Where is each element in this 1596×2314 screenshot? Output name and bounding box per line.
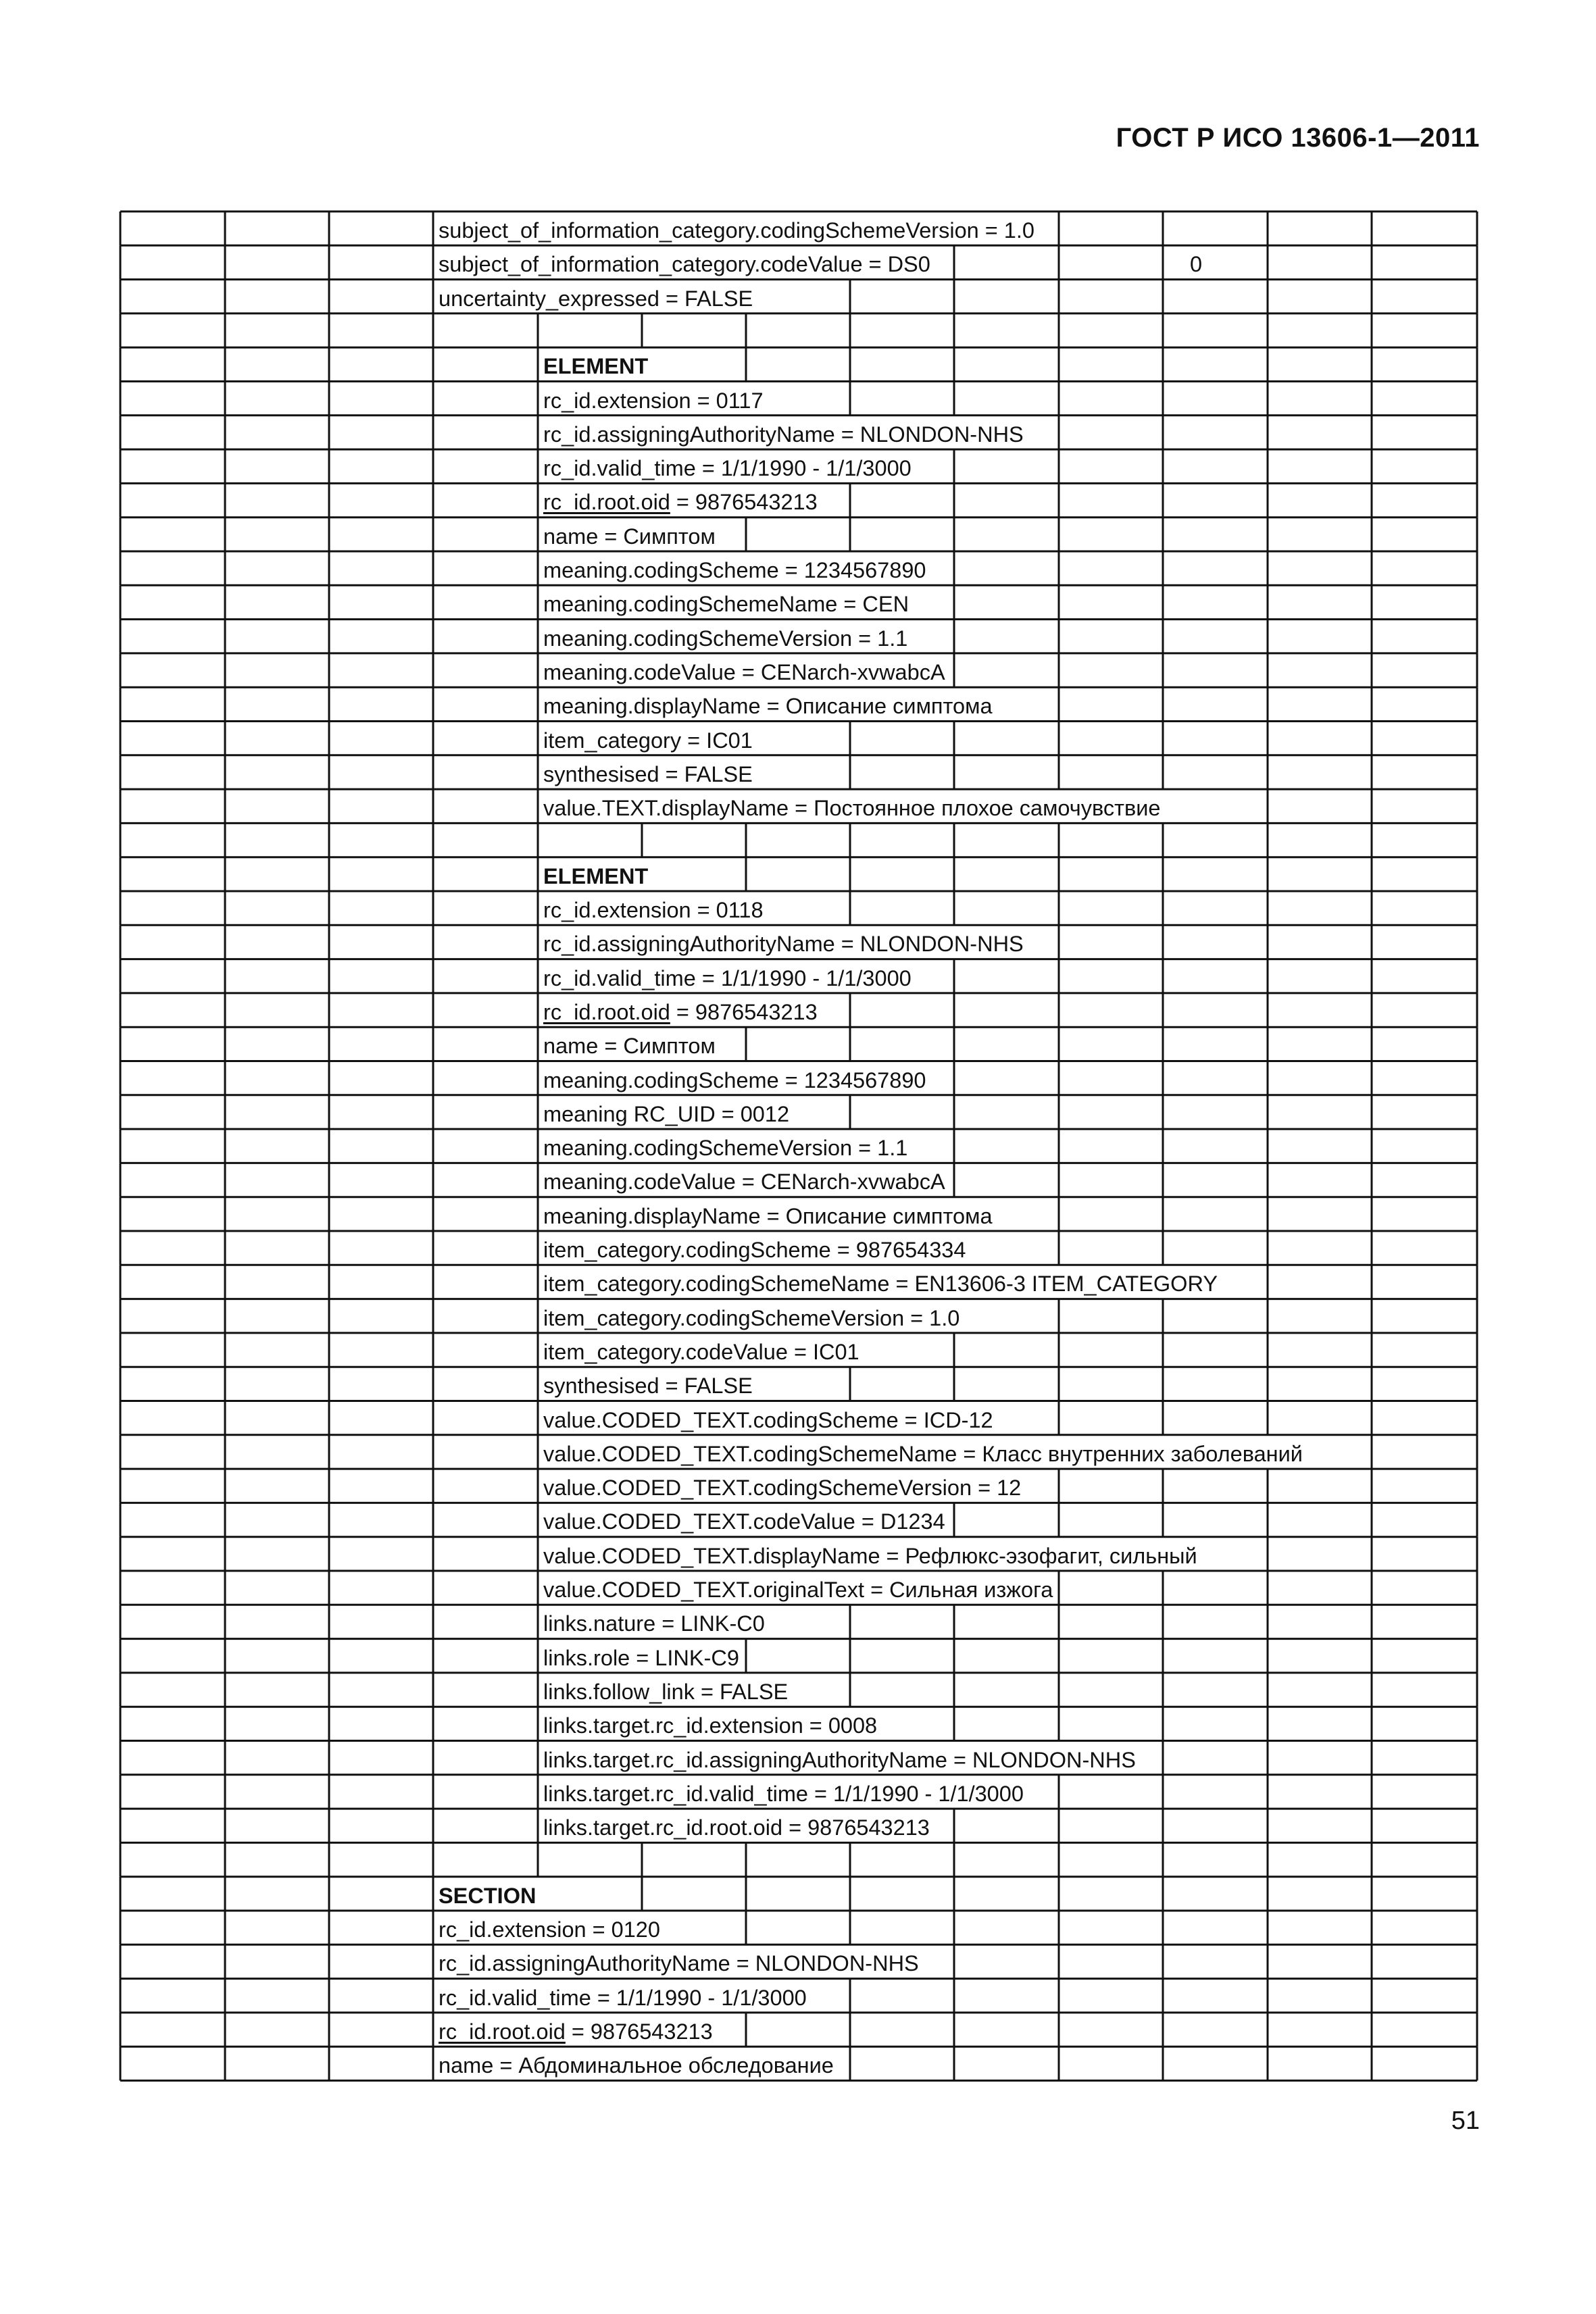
row-value: meaning.codeValue = CENarch-xvwabcA <box>543 1169 945 1194</box>
row-value: meaning.codingSchemeVersion = 1.1 <box>543 1136 908 1161</box>
row-value: links.role = LINK-C9 <box>543 1645 739 1670</box>
row-value: rc_id.valid_time = 1/1/1990 - 1/1/3000 <box>439 1985 807 2010</box>
row-value: subject_of_information_category.codeValue = DS0 <box>439 252 930 277</box>
row-value: ELEMENT <box>543 354 649 379</box>
row-value: value.CODED_TEXT.codingSchemeVersion = 12 <box>543 1476 1022 1501</box>
row-value: meaning.displayName = Описание симптома <box>543 694 993 719</box>
row-value: = 9876543213 <box>676 490 818 515</box>
table-row-text <box>543 899 764 922</box>
row-value: meaning.codingSchemeVersion = 1.1 <box>543 626 908 651</box>
row-value: rc_id.valid_time = 1/1/1990 - 1/1/3000 <box>543 456 912 481</box>
row-value: rc_id.assigningAuthorityName = NLONDON-NHS <box>439 1951 919 1976</box>
row-value: links.target.rc_id.assigningAuthorityName = NLONDON-NHS <box>543 1747 1136 1772</box>
row-value: item_category.codingScheme = 987654334 <box>543 1238 966 1262</box>
table-row-text <box>439 288 753 310</box>
row-value: value.CODED_TEXT.originalText = Сильная изжога <box>543 1578 1053 1602</box>
table-row-text <box>543 1067 926 1092</box>
table-row-text <box>543 1715 877 1737</box>
row-value: = 9876543213 <box>676 999 818 1024</box>
table-row-text <box>543 1375 753 1397</box>
row-value: item_category = IC01 <box>543 728 753 753</box>
row-value: rc_id.assigningAuthorityName = NLONDON-NHS <box>543 932 1024 957</box>
row-value: value.CODED_TEXT.codingScheme = ICD-12 <box>543 1407 993 1432</box>
table-row-text <box>439 1953 919 1975</box>
row-value: rc_id.extension = 0120 <box>439 1917 660 1942</box>
row-value: = 9876543213 <box>571 2019 713 2044</box>
table-row-text <box>543 1681 788 1703</box>
row-value: subject_of_information_category.codingSchemeVersion = 1.0 <box>439 218 1034 243</box>
table-row-text <box>543 593 909 615</box>
table-row-text <box>439 2021 713 2043</box>
row-value: rc_id.assigningAuthorityName = NLONDON-NHS <box>543 422 1024 447</box>
table-row-text <box>543 1749 1136 1771</box>
table-row-text <box>543 1817 930 1839</box>
table-row-text <box>543 424 1024 446</box>
row-value: rc_id.extension = 0117 <box>543 388 764 413</box>
table-row-text <box>543 730 753 752</box>
table-row-text <box>543 1307 959 1330</box>
row-value: meaning.codingSchemeName = CEN <box>543 592 909 617</box>
table-row-text <box>543 661 945 684</box>
table-section-heading <box>439 1885 536 1907</box>
table-row-text <box>439 2055 834 2077</box>
table-row-text <box>439 1919 660 1941</box>
row-value: value.CODED_TEXT.codingSchemeName = Класс внутренних заболеваний <box>543 1441 1303 1466</box>
table-row-text <box>543 491 818 513</box>
table-row-text <box>543 1613 765 1635</box>
table-section-heading <box>543 865 648 888</box>
row-value: value.TEXT.displayName = Постоянное плохое самочувствие <box>543 796 1161 821</box>
row-value: synthesised = FALSE <box>543 1374 753 1399</box>
row-value: links.nature = LINK-C0 <box>543 1611 765 1636</box>
table-row-text <box>543 1273 1218 1295</box>
table-row-text <box>543 526 716 548</box>
row-value: meaning.codingScheme = 1234567890 <box>543 1067 926 1092</box>
row-value: links.target.rc_id.root.oid = 9876543213 <box>543 1815 930 1840</box>
table-row-text <box>543 457 912 480</box>
row-value: meaning RC_UID = 0012 <box>543 1101 790 1126</box>
row-value: value.CODED_TEXT.displayName = Рефлюкс-эзофагит, сильный <box>543 1543 1197 1568</box>
table-row-text <box>543 1001 818 1024</box>
row-value: meaning.codeValue = CENarch-xvwabcA <box>543 659 945 684</box>
table-row-text <box>543 559 926 582</box>
table-row-text <box>439 220 1034 242</box>
table-row-text <box>543 1511 945 1533</box>
table-row-text <box>543 1477 1021 1499</box>
root-oid-label: rc_id.root.oid <box>543 490 670 515</box>
row-value: ELEMENT <box>543 863 649 888</box>
table-row-text <box>543 1409 993 1432</box>
table-row-text <box>439 253 930 276</box>
table-row-text <box>543 763 753 786</box>
row-value: item_category.codingSchemeVersion = 1.0 <box>543 1305 960 1330</box>
table-row-text <box>543 797 1161 820</box>
table-row-text <box>543 390 764 412</box>
table-row-text <box>439 1987 807 2009</box>
row-value: links.target.rc_id.extension = 0008 <box>543 1713 878 1738</box>
row-value: uncertainty_expressed = FALSE <box>439 286 753 311</box>
row-value: meaning.codingScheme = 1234567890 <box>543 558 926 582</box>
row-value: name = Симптом <box>543 1034 716 1059</box>
table-row-text <box>543 695 993 718</box>
table-row-text <box>543 967 912 990</box>
table-row-text <box>543 1783 1024 1805</box>
row-value: links.target.rc_id.valid_time = 1/1/1990 - 1/1/3000 <box>543 1781 1024 1806</box>
page-number: 51 <box>1451 2107 1480 2135</box>
table-row-text <box>543 1647 739 1669</box>
row-value: value.CODED_TEXT.codeValue = D1234 <box>543 1509 945 1534</box>
row-value: synthesised = FALSE <box>543 761 753 786</box>
table-row-text <box>543 1579 1053 1601</box>
table-row-text <box>543 1171 945 1193</box>
row-value: SECTION <box>439 1883 537 1908</box>
row-value: item_category.codingSchemeName = EN13606-3 ITEM_CATEGORY <box>543 1272 1218 1297</box>
row-value: item_category.codeValue = IC01 <box>543 1339 859 1364</box>
row-extra-value: 0 <box>1190 252 1203 277</box>
root-oid-label: rc_id.root.oid <box>543 999 670 1024</box>
table-row-text <box>543 1443 1303 1465</box>
row-value: name = Абдоминальное обследование <box>439 2053 834 2078</box>
table-row-text <box>543 628 907 650</box>
row-value: rc_id.valid_time = 1/1/1990 - 1/1/3000 <box>543 965 912 990</box>
root-oid-label: rc_id.root.oid <box>439 2019 566 2044</box>
table-row-text <box>543 933 1024 955</box>
table-row-text <box>543 1205 993 1228</box>
table-row-text <box>543 1341 859 1363</box>
row-value: links.follow_link = FALSE <box>543 1679 789 1704</box>
table-row-text <box>543 1035 716 1057</box>
row-value: meaning.displayName = Описание симптома <box>543 1203 993 1228</box>
table-section-heading <box>543 355 648 378</box>
table-row-text <box>543 1103 789 1126</box>
table-row-text <box>543 1137 907 1159</box>
row-value: rc_id.extension = 0118 <box>543 898 764 922</box>
table-row-text <box>543 1545 1197 1567</box>
document-id-header: ГОСТ Р ИСО 13606-1—2011 <box>1116 123 1480 153</box>
row-value: name = Симптом <box>543 524 716 549</box>
table-row-text <box>543 1239 966 1261</box>
